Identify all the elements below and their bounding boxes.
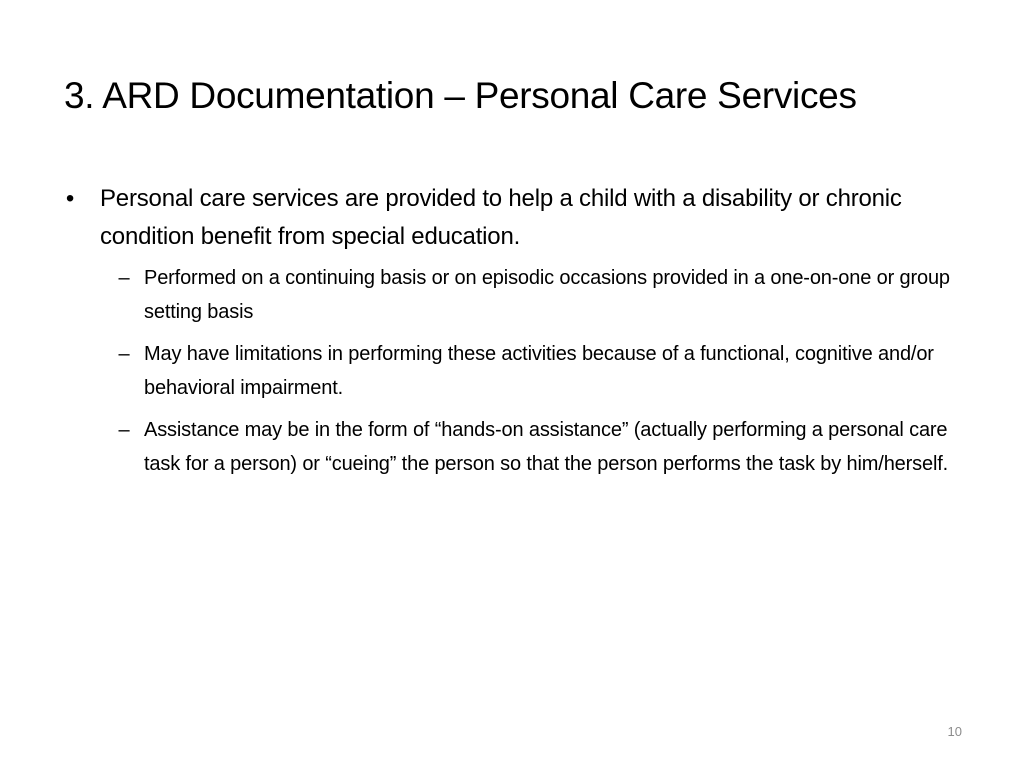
dash-marker: –: [118, 343, 130, 365]
bullet-marker: •: [65, 185, 75, 212]
slide-title: 3. ARD Documentation – Personal Care Services: [64, 75, 857, 116]
sub-bullet-item: [118, 337, 970, 405]
sub-bullet-list: [60, 261, 970, 481]
dash-marker: –: [118, 267, 130, 289]
bullet-text: Personal care services are provided to help a child with a disability or chronic condition benefit from special education.: [100, 185, 902, 250]
sub-bullet-text: May have limitations in performing these activities because of a functional, cognitive and/or behavioral impairment.: [144, 343, 934, 399]
slide-content: [60, 180, 970, 489]
sub-bullet-item: [118, 413, 970, 481]
slide-number: 10: [947, 724, 962, 739]
sub-bullet-text: Assistance may be in the form of “hands-on assistance” (actually performing a personal care task for a person) or “cueing” the person so that the person performs the task by him/herself.: [144, 419, 949, 475]
sub-bullet-item: [118, 261, 970, 329]
bullet-item: [60, 180, 970, 256]
sub-bullet-text: Performed on a continuing basis or on episodic occasions provided in a one-on-one or group setting basis: [144, 267, 950, 323]
dash-marker: –: [118, 419, 130, 441]
